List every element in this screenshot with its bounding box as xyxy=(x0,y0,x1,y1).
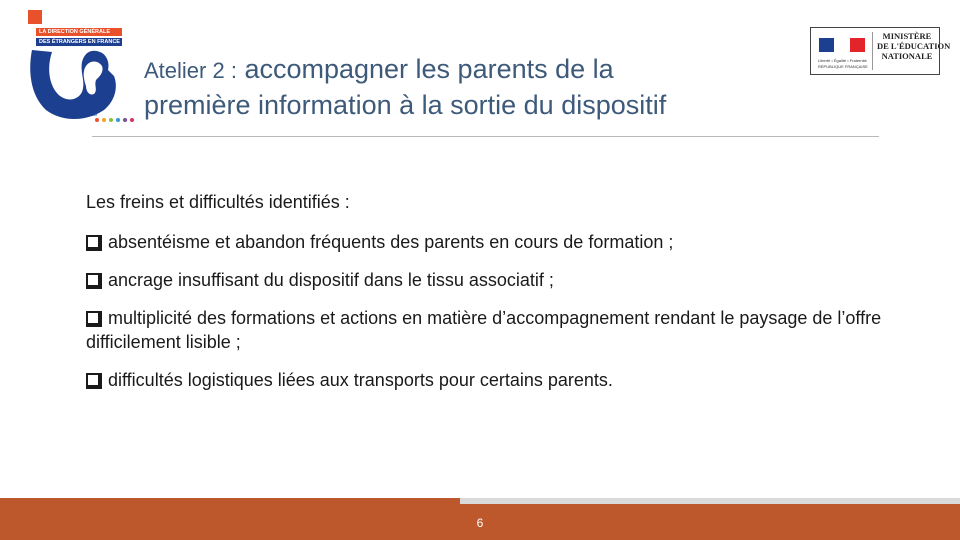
page-number: 6 xyxy=(476,516,484,530)
checkbox-bullet-icon xyxy=(86,235,100,249)
logo-line-1: LA DIRECTION GÉNÉRALE xyxy=(36,28,122,36)
color-dot xyxy=(109,118,113,122)
title-line-2: première information à la sortie du dispositif xyxy=(144,90,667,120)
checkbox-bullet-icon xyxy=(86,311,100,325)
section-heading: Les freins et difficultés identifiés : xyxy=(86,192,350,212)
checkbox-bullet-icon xyxy=(86,273,100,287)
logo-subtitle: Ministère de l'Intérieur xyxy=(58,112,98,117)
ministry-line-1: MINISTÈRE xyxy=(882,31,932,41)
checkbox-bullet-icon xyxy=(86,373,100,387)
color-dot xyxy=(95,118,99,122)
list-item xyxy=(86,368,886,392)
ministry-logo xyxy=(810,27,951,75)
list-item-text: ancrage insuffisant du dispositif dans le tissu associatif ; xyxy=(108,270,554,290)
ministry-line-3: NATIONALE xyxy=(881,51,933,61)
slide-title xyxy=(144,52,784,122)
title-prefix: Atelier 2 : xyxy=(144,58,237,83)
list-item-text: difficultés logistiques liées aux transports pour certains parents. xyxy=(108,370,613,390)
footer-stripe xyxy=(0,498,960,504)
logo-color-dots xyxy=(95,118,134,122)
flag-stripe xyxy=(819,38,834,52)
color-dot xyxy=(123,118,127,122)
list-item-text: multiplicité des formations et actions en matière d’accompagnement rendant le paysage de l’offre difficilement lisible ; xyxy=(86,308,882,352)
color-dot xyxy=(116,118,120,122)
logo-line-2: DES ÉTRANGERS EN FRANCE xyxy=(36,38,122,46)
flag-stripe xyxy=(834,38,849,52)
republic-name: RÉPUBLIQUE FRANÇAISE xyxy=(818,64,868,69)
title-line-1: accompagner les parents de la xyxy=(236,54,614,84)
dgef-logo xyxy=(24,10,124,128)
slide-body xyxy=(86,190,886,406)
republique-francaise-mark xyxy=(815,32,873,70)
ministry-name xyxy=(877,31,951,61)
flag-stripe xyxy=(850,38,865,52)
color-dot xyxy=(130,118,134,122)
republic-motto: Liberté • Égalité • Fraternité xyxy=(818,58,867,63)
list-item xyxy=(86,306,886,354)
ministry-line-2: DE L'ÉDUCATION xyxy=(877,41,951,51)
color-dot xyxy=(102,118,106,122)
title-divider xyxy=(92,136,879,137)
list-item-text: absentéisme et abandon fréquents des parents en cours de formation ; xyxy=(108,232,674,252)
list-item xyxy=(86,268,886,292)
list-item xyxy=(86,230,886,254)
tricolor-flag-icon xyxy=(819,38,865,52)
